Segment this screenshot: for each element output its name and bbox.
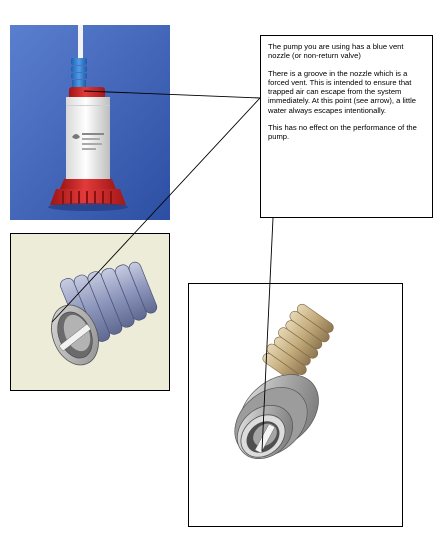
ribbed-tube xyxy=(259,301,337,385)
nozzle-closeup-panel-left xyxy=(10,233,170,391)
ribbed-nozzle-illustration xyxy=(11,234,170,391)
fitting-body xyxy=(221,359,333,470)
annotation-paragraph-1: The pump you are using has a blue vent nozzle (or non-return valve) xyxy=(268,42,404,61)
annotation-paragraph-3: This has no effect on the performance of the pump. xyxy=(268,122,417,141)
annotation-box xyxy=(260,35,433,218)
nozzle-fitting-illustration xyxy=(189,284,403,527)
annotation-paragraph-2: There is a groove in the nozzle which is a forced vent. This is intended to ensure that trapped air can escape from the system immediately. At this point (see arrow), a little water always escapes intentionally. xyxy=(268,68,416,115)
pump-illustration xyxy=(10,25,170,220)
nozzle-closeup-panel-right xyxy=(188,283,403,527)
pump-photo xyxy=(10,25,170,220)
blue-vent-nozzle xyxy=(71,58,87,88)
